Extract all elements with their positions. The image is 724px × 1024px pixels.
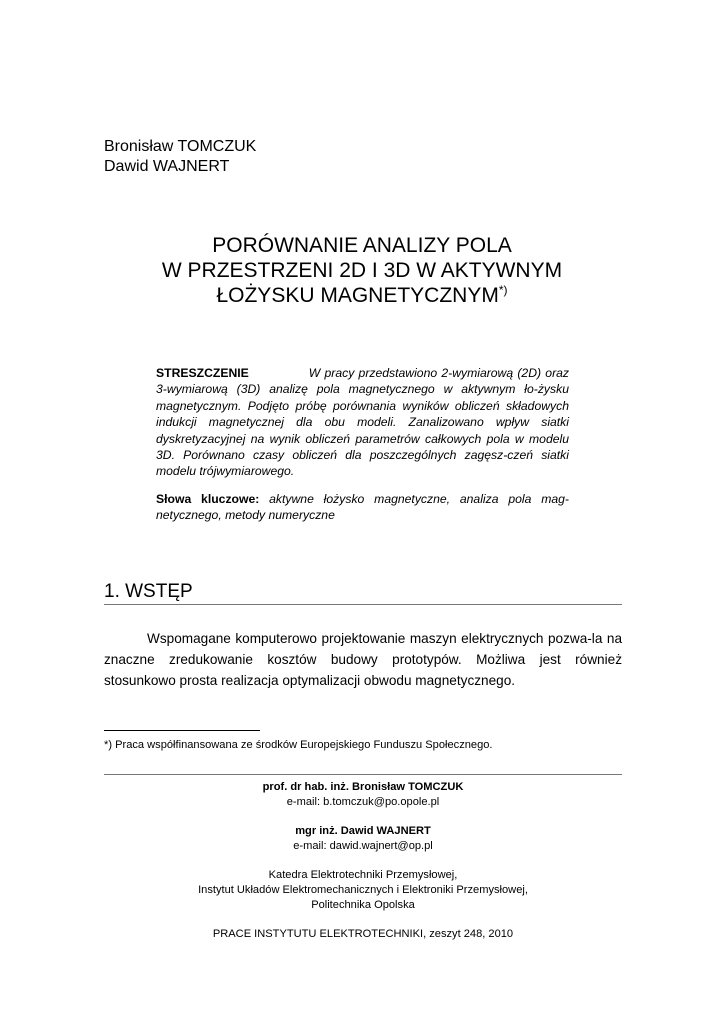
footnote: *) Praca współfinansowana ze środków Europejskiego Funduszu Społecznego.	[104, 739, 493, 751]
abstract	[156, 365, 569, 480]
section-divider	[104, 604, 622, 605]
intro-text: Wspomagane komputerowo projektowanie maszyn elektrycznych pozwa-la na znaczne zredukowanie kosztów budowy prototypów. Możliwa jest również stosunkowo prosta realizacja optymalizacji obwodu magnetycznego.	[104, 631, 622, 688]
author-list	[104, 137, 256, 177]
affiliation-block	[104, 780, 622, 942]
keywords-text: aktywne łożysko magnetyczne, analiza pola mag-netycznego, metody numeryczne	[156, 492, 569, 523]
title-line: PORÓWNANIE ANALIZY POLA	[212, 234, 512, 257]
institute: Instytut Układów Elektromechanicznych i Elektroniki Przemysłowej,	[198, 884, 528, 896]
title-line: ŁOŻYSKU MAGNETYCZNYM	[216, 284, 499, 307]
spacer	[104, 913, 622, 927]
author-name: Dawid WAJNERT	[104, 158, 230, 175]
university: Politechnika Opolska	[311, 899, 415, 911]
author-name: Bronisław TOMCZUK	[104, 138, 257, 155]
paper-title	[100, 233, 624, 311]
title-line-last	[100, 283, 624, 311]
affiliation-divider	[104, 774, 622, 775]
spacer	[104, 810, 622, 824]
department: Katedra Elektrotechniki Przemysłowej,	[268, 869, 458, 881]
section-heading: 1. WSTĘP	[104, 581, 193, 602]
author2-name: mgr inż. Dawid WAJNERT	[295, 825, 431, 837]
footnote-divider	[104, 730, 260, 731]
author1-name: prof. dr hab. inż. Bronisław TOMCZUK	[262, 781, 464, 793]
keywords	[156, 491, 569, 524]
title-line: W PRZESTRZENI 2D I 3D W AKTYWNYM	[161, 259, 563, 282]
journal-reference: PRACE INSTYTUTU ELEKTROTECHNIKI, zeszyt 248, 2010	[212, 928, 514, 940]
intro-paragraph	[104, 628, 622, 691]
author2-email: e-mail: dawid.wajnert@op.pl	[293, 840, 433, 852]
footnote-marker: *)	[498, 283, 508, 297]
spacer	[104, 854, 622, 868]
keywords-label: Słowa kluczowe:	[156, 492, 260, 506]
author1-email: e-mail: b.tomczuk@po.opole.pl	[286, 796, 440, 808]
abstract-text: W pracy przedstawiono 2-wymiarową (2D) oraz 3-wymiarową (3D) analizę pola magnetycznego w aktywnym ło-żysku magnetycznym. Podjęto próbę porównania wyników obliczeń składowych indukcji magnetycznej dla obu modeli. Zanalizowano wpływ siatki dyskretyzacyjnej na wynik obliczeń parametrów całkowych pola w modelu 3D. Porównano czasy obliczeń dla poszczególnych zagęsz-czeń siatki modelu trójwymiarowego.	[156, 366, 569, 479]
abstract-label: STRESZCZENIE	[156, 366, 249, 380]
